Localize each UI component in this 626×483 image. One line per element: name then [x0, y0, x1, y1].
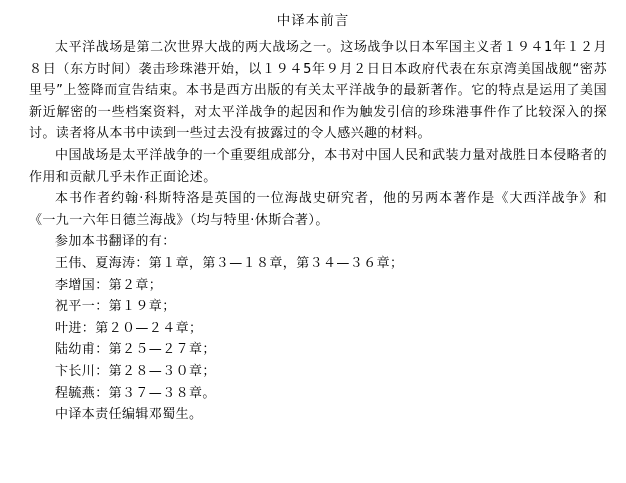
page-title: 中译本前言 [276, 13, 350, 29]
translator-entry: 卞长川：第２８—３０章； [55, 363, 216, 379]
translator-entry: 王伟、夏海涛：第１章，第３—１８章，第３４—３６章； [55, 255, 404, 271]
translator-entry: 陆幼甫：第２５—２７章； [55, 342, 216, 358]
translator-entry: 程毓燕：第３７—３８章。 [55, 385, 216, 401]
translator-entry: 李增国：第２章； [55, 277, 163, 293]
paragraph-pacific-war: 太平洋战场是第二次世界大战的两大战场之一。这场战争以日本军国主义者１９４1年１２月８日（东方时间）袭击珍珠港开始，以１９４5年９月２日日本政府代表在东京湾美国战舰“密苏里号”上签降而宣告结束。本书是西方出版的有关太平洋战争的最新著作。它的特点是运用了美国新近解密的一些档案资料，对太平洋战争的起因和作为触发引信的珍珠港事件作了比较深入的探讨。读者将从本书中读到一些过去没有披露过的令人感兴趣的材料。 [29, 40, 607, 142]
translator-entry: 叶进：第２０—２４章； [55, 320, 203, 336]
document-body [29, 37, 607, 426]
paragraph-author: 本书作者约翰·科斯特洛是英国的一位海战史研究者，他的另两本著作是《大西洋战争》和《一九一六年日德兰海战》（均与特里·休斯合著）。 [29, 191, 607, 228]
translators-intro: 参加本书翻译的有： [55, 234, 176, 250]
editor-line: 中译本责任编辑邓蜀生。 [55, 407, 203, 423]
paragraph-china-theater: 中国战场是太平洋战争的一个重要组成部分，本书对中国人民和武装力量对战胜日本侵略者的作用和贡献几乎未作正面论述。 [29, 147, 607, 185]
translator-entry: 祝平一：第１９章； [55, 299, 176, 315]
